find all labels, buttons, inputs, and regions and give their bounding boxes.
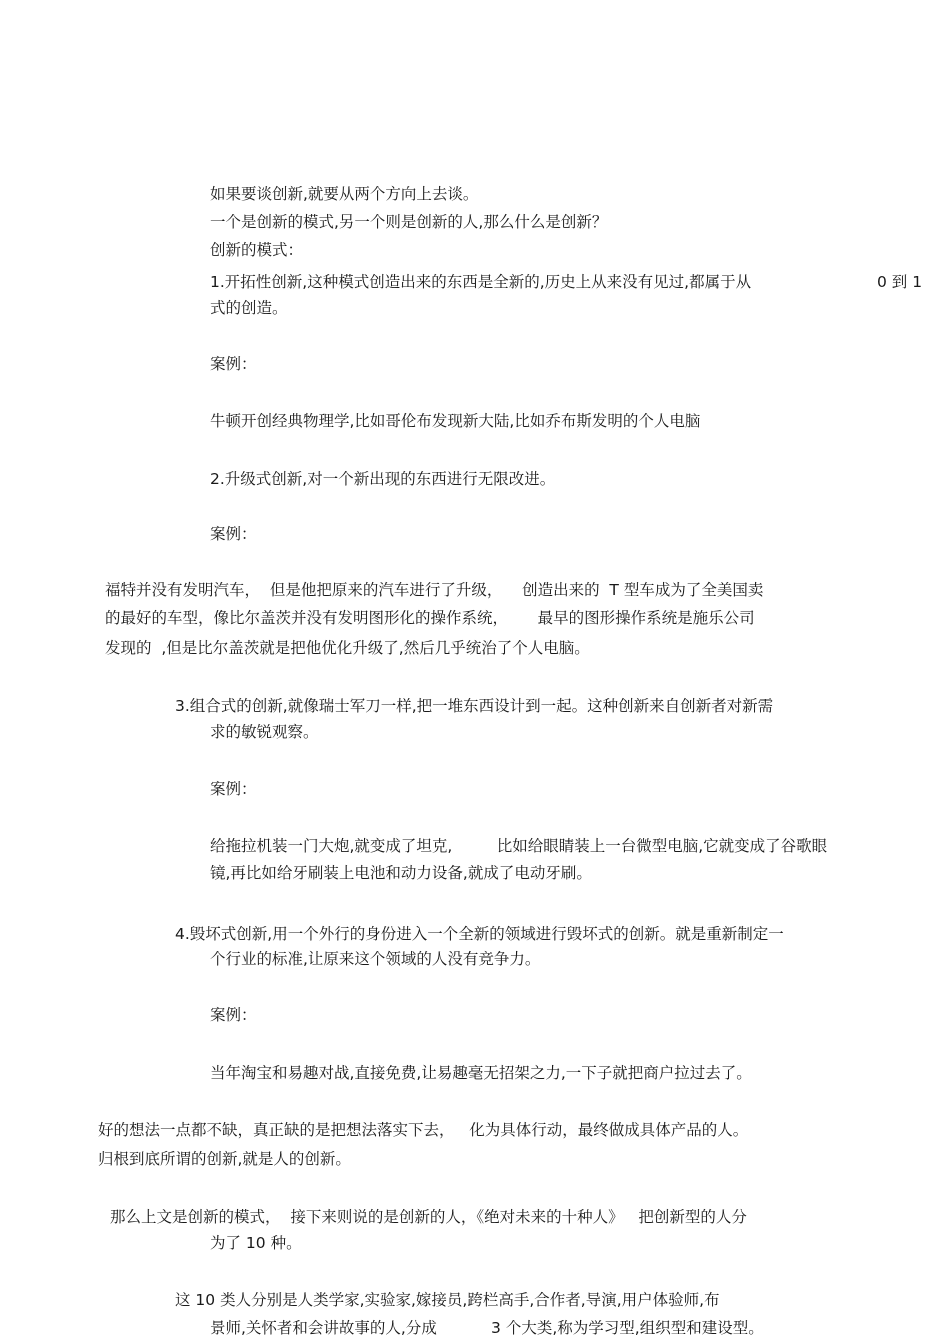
people-types-line-1: 这 10 类人分别是人类学家,实验家,嫁接员,跨栏高手,合作者,导演,用户体验师,布 — [175, 1291, 720, 1309]
mode-2-case-line-1: 福特并没有发明汽车， 但是他把原来的汽车进行了升级， 创造出来的 T 型车成为了全美国卖 — [105, 581, 764, 599]
mode-1-title-cont: 式的创造。 — [210, 299, 288, 317]
mode-1-title-range: 0 到 1 — [877, 273, 923, 291]
people-types-line-2: 景师,关怀者和会讲故事的人,分成 3 个大类,称为学习型,组织型和建设型。 — [210, 1319, 764, 1337]
mode-3-case-line-2: 镜,再比如给牙刷装上电池和动力设备,就成了电动牙刷。 — [210, 864, 592, 882]
people-intro-line-2: 为了 10 种。 — [210, 1234, 302, 1252]
mode-2-case-line-2: 的最好的车型，像比尔盖茨并没有发明图形化的操作系统， 最早的图形操作系统是施乐公司 — [105, 609, 755, 627]
mode-1-case-label: 案例： — [210, 355, 257, 373]
mode-4-case: 当年淘宝和易趣对战,直接免费,让易趣毫无招架之力,一下子就把商户拉过去了。 — [210, 1064, 752, 1082]
mode-2-title: 2.升级式创新,对一个新出现的东西进行无限改进。 — [210, 470, 556, 488]
mode-3-case-label: 案例： — [210, 780, 257, 798]
mode-3-title-cont: 求的敏锐观察。 — [210, 723, 319, 741]
mode-4-case-label: 案例： — [210, 1006, 257, 1024]
modes-heading: 创新的模式： — [210, 241, 304, 259]
summary-line-1: 好的想法一点都不缺，真正缺的是把想法落实下去， 化为具体行动，最终做成具体产品的人。 — [98, 1121, 749, 1139]
mode-2-case-line-3: 发现的 ,但是比尔盖茨就是把他优化升级了,然后几乎统治了个人电脑。 — [105, 639, 590, 657]
mode-3-title: 3.组合式的创新,就像瑞士军刀一样,把一堆东西设计到一起。这种创新来自创新者对新需 — [175, 697, 774, 715]
intro-line-2: 一个是创新的模式,另一个则是创新的人,那么什么是创新？ — [210, 213, 608, 231]
mode-1-case: 牛顿开创经典物理学,比如哥伦布发现新大陆,比如乔布斯发明的个人电脑 — [210, 412, 701, 430]
mode-2-case-label: 案例： — [210, 525, 257, 543]
mode-4-title-cont: 个行业的标准,让原来这个领域的人没有竞争力。 — [210, 950, 541, 968]
mode-4-title: 4.毁坏式创新,用一个外行的身份进入一个全新的领域进行毁坏式的创新。就是重新制定一 — [175, 925, 784, 943]
people-intro-line-1: 那么上文是创新的模式， 接下来则说的是创新的人，《绝对未来的十种人》 把创新型的人分 — [110, 1208, 747, 1226]
summary-line-2: 归根到底所谓的创新,就是人的创新。 — [98, 1150, 351, 1168]
mode-1-title: 1.开拓性创新,这种模式创造出来的东西是全新的,历史上从来没有见过,都属于从 — [210, 273, 752, 291]
mode-3-case-line-1: 给拖拉机装一门大炮,就变成了坦克, 比如给眼睛装上一台微型电脑,它就变成了谷歌眼 — [210, 837, 828, 855]
intro-line-1: 如果要谈创新,就要从两个方向上去谈。 — [210, 185, 479, 203]
